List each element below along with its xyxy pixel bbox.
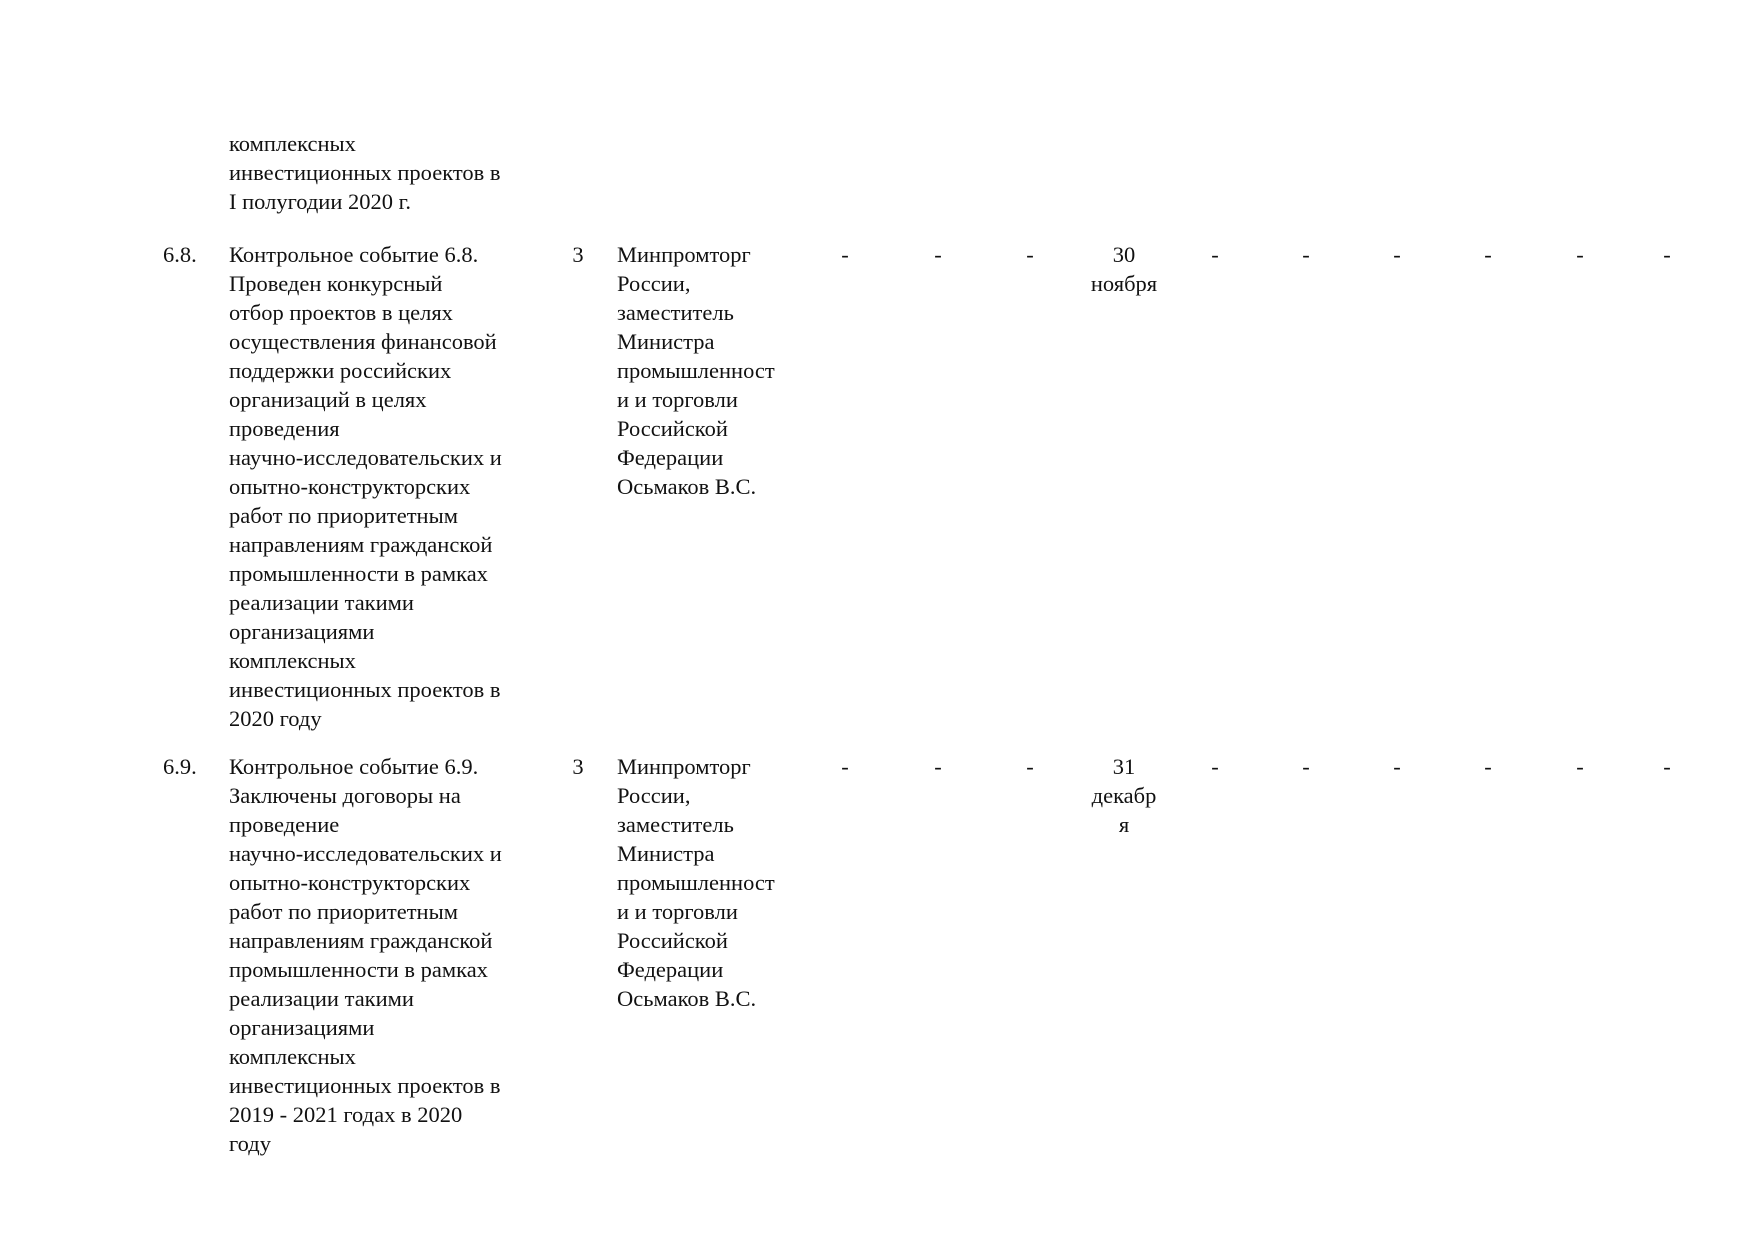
deadline-date (1085, 240, 1163, 298)
text-line: научно-исследовательских и (229, 841, 502, 866)
period-cell: - (1211, 754, 1219, 779)
text-line: опытно-конструкторских (229, 474, 471, 499)
text-line: Осьмаков В.С. (617, 986, 757, 1011)
text-line: организациями (229, 1015, 375, 1040)
text-line: 2019 - 2021 годах в 2020 (229, 1102, 463, 1127)
responsible-executor (617, 240, 802, 501)
text-line: и и торговли (617, 387, 738, 412)
text-line: комплексных (229, 131, 356, 156)
text-line: отбор проектов в целях (229, 300, 453, 325)
period-cell: - (1393, 754, 1401, 779)
text-line: инвестиционных проектов в (229, 160, 501, 185)
text-line: ноября (1090, 271, 1158, 296)
text-line: работ по приоритетным (229, 899, 458, 924)
text-line: Минпромторг (617, 242, 751, 267)
period-cell: - (1576, 754, 1584, 779)
period-cell: - (1026, 242, 1034, 267)
row-number: 6.9. (163, 754, 197, 779)
text-line: 2020 году (229, 706, 322, 731)
deadline-date (1085, 752, 1163, 839)
text-line: Осьмаков В.С. (617, 474, 757, 499)
text-line: комплексных (229, 1044, 356, 1069)
text-line: России, (617, 271, 691, 296)
text-line: организациями (229, 619, 375, 644)
period-cell: - (1026, 754, 1034, 779)
event-description (229, 752, 549, 1158)
event-description (229, 240, 549, 733)
period-cell: - (841, 754, 849, 779)
text-line: проведения (229, 416, 340, 441)
text-line: работ по приоритетным (229, 503, 458, 528)
text-line: опытно-конструкторских (229, 870, 471, 895)
text-line: осуществления финансовой (229, 329, 497, 354)
period-cell: - (1663, 242, 1671, 267)
text-line: Российской (617, 928, 728, 953)
text-line: организаций в целях (229, 387, 427, 412)
text-line: и и торговли (617, 899, 738, 924)
text-line: Проведен конкурсный (229, 271, 443, 296)
text-line: Заключены договоры на (229, 783, 461, 808)
text-line: направлениям гражданской (229, 928, 493, 953)
text-line: промышленност (617, 870, 775, 895)
text-line: реализации такими (229, 590, 414, 615)
period-cell: - (1211, 242, 1219, 267)
text-line: России, (617, 783, 691, 808)
period-cell: - (1393, 242, 1401, 267)
row-number: 6.8. (163, 242, 197, 267)
text-line: заместитель (617, 812, 734, 837)
text-line: инвестиционных проектов в (229, 1073, 501, 1098)
event-level: 3 (572, 754, 584, 779)
text-line: Контрольное событие 6.9. (229, 754, 479, 779)
event-level: 3 (572, 242, 584, 267)
text-line: Министра (617, 841, 715, 866)
text-line: заместитель (617, 300, 734, 325)
text-line: комплексных (229, 648, 356, 673)
text-line: году (229, 1131, 271, 1156)
text-line: Минпромторг (617, 754, 751, 779)
text-line: поддержки российских (229, 358, 452, 383)
text-line: промышленности в рамках (229, 957, 488, 982)
period-cell: - (934, 242, 942, 267)
continued-description (229, 129, 549, 216)
text-line: инвестиционных проектов в (229, 677, 501, 702)
period-cell: - (1484, 242, 1492, 267)
period-cell: - (1302, 754, 1310, 779)
text-line: Федерации (617, 445, 724, 470)
text-line: Российской (617, 416, 728, 441)
text-line: 31 (1112, 754, 1136, 779)
text-line: Контрольное событие 6.8. (229, 242, 479, 267)
text-line: декабр (1091, 783, 1157, 808)
period-cell: - (1484, 754, 1492, 779)
text-line: Федерации (617, 957, 724, 982)
period-cell: - (1576, 242, 1584, 267)
period-cell: - (934, 754, 942, 779)
text-line: проведение (229, 812, 340, 837)
text-line: промышленности в рамках (229, 561, 488, 586)
text-line: Министра (617, 329, 715, 354)
responsible-executor (617, 752, 802, 1013)
text-line: 30 (1112, 242, 1136, 267)
text-line: реализации такими (229, 986, 414, 1011)
text-line: I полугодии 2020 г. (229, 189, 411, 214)
text-line: научно-исследовательских и (229, 445, 502, 470)
period-cell: - (1663, 754, 1671, 779)
period-cell: - (841, 242, 849, 267)
text-line: промышленност (617, 358, 775, 383)
text-line: я (1118, 812, 1130, 837)
period-cell: - (1302, 242, 1310, 267)
text-line: направлениям гражданской (229, 532, 493, 557)
